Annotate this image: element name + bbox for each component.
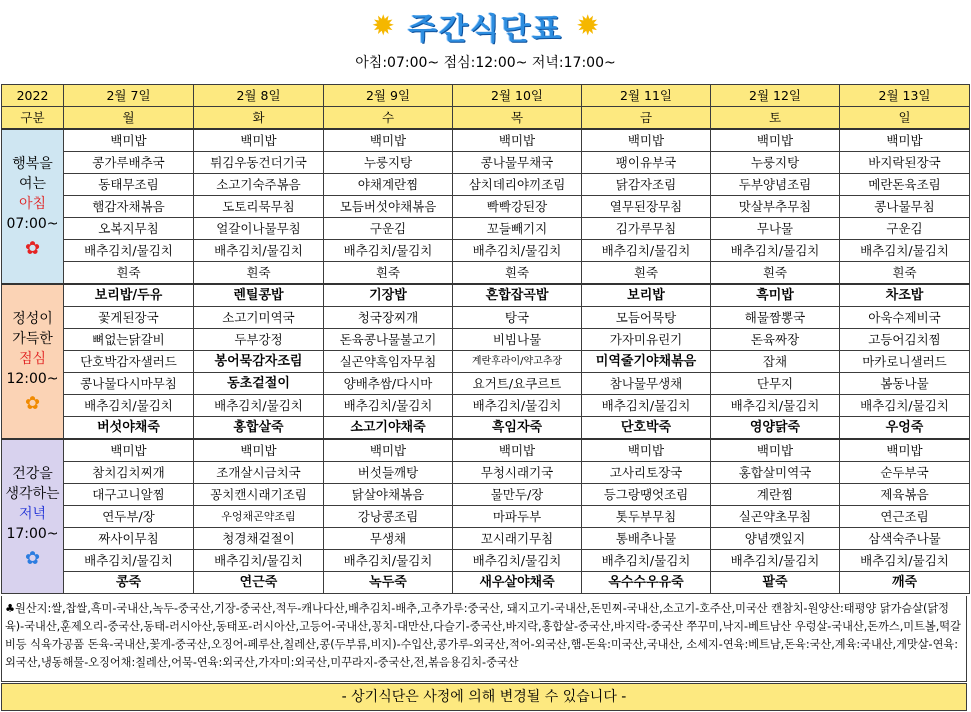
menu-item-cell: 청경채겉절이	[194, 528, 324, 550]
menu-item-cell: 배추김치/물김치	[324, 240, 453, 262]
menu-row	[2, 196, 970, 218]
sun-icon: ✹	[371, 9, 395, 42]
menu-item-cell: 잡채	[711, 351, 840, 373]
meal-name: 점심	[18, 350, 47, 367]
date-row	[2, 85, 970, 107]
menu-item-cell: 물만두/장	[453, 484, 582, 506]
menu-item-cell: 배추김치/물김치	[840, 240, 970, 262]
menu-row	[2, 218, 970, 240]
date-cell: 2월 9일	[324, 85, 453, 107]
date-cell: 2월 10일	[453, 85, 582, 107]
menu-item-cell: 오복지무침	[64, 218, 194, 240]
weekday-cell: 수	[324, 107, 453, 130]
section-label-line: 정성이	[12, 310, 53, 327]
menu-item-cell: 옥수수우유죽	[582, 572, 711, 594]
menu-item-cell: 단호박감자샐러드	[64, 351, 194, 373]
menu-item-cell: 요거트/요쿠르트	[453, 373, 582, 395]
menu-item-cell: 백미밥	[194, 439, 324, 462]
menu-item-cell: 흑미밥	[711, 284, 840, 307]
menu-item-cell: 닭감자조림	[582, 174, 711, 196]
menu-item-cell: 꽃게된장국	[64, 307, 194, 329]
menu-item-cell: 고사리토장국	[582, 462, 711, 484]
menu-row	[2, 351, 970, 373]
menu-item-cell: 삼색숙주나물	[840, 528, 970, 550]
menu-item-cell: 누룽지탕	[324, 152, 453, 174]
menu-item-cell: 맛살부추무침	[711, 196, 840, 218]
menu-row	[2, 395, 970, 417]
menu-item-cell: 양념깻잎지	[711, 528, 840, 550]
menu-item-cell: 마파두부	[453, 506, 582, 528]
menu-item-cell: 홍합살미역국	[711, 462, 840, 484]
menu-item-cell: 실곤약초무침	[711, 506, 840, 528]
menu-item-cell: 녹두죽	[324, 572, 453, 594]
menu-item-cell: 소고기숙주볶음	[194, 174, 324, 196]
menu-item-cell: 열무된장무침	[582, 196, 711, 218]
year-cell: 2022	[2, 85, 64, 107]
menu-item-cell: 꼬들빼기지	[453, 218, 582, 240]
meal-section-label	[2, 284, 64, 439]
menu-item-cell: 동태무조림	[64, 174, 194, 196]
date-cell: 2월 13일	[840, 85, 970, 107]
flower-icon: ✿	[24, 547, 41, 569]
title-bar	[0, 4, 971, 48]
menu-item-cell: 영양닭죽	[711, 417, 840, 440]
menu-item-cell: 배추김치/물김치	[324, 550, 453, 572]
meal-section-label	[2, 129, 64, 284]
menu-item-cell: 백미밥	[453, 129, 582, 152]
menu-item-cell: 차조밥	[840, 284, 970, 307]
menu-item-cell: 꼬시래기무침	[453, 528, 582, 550]
menu-item-cell: 비빔나물	[453, 329, 582, 351]
menu-item-cell: 백미밥	[582, 129, 711, 152]
menu-row	[2, 174, 970, 196]
section-label-line: 가득한	[12, 330, 53, 347]
menu-item-cell: 가자미유린기	[582, 329, 711, 351]
page-header	[0, 0, 971, 84]
menu-item-cell: 배추김치/물김치	[582, 395, 711, 417]
menu-item-cell: 버섯야채죽	[64, 417, 194, 440]
date-cell: 2월 12일	[711, 85, 840, 107]
menu-item-cell: 기장밥	[324, 284, 453, 307]
menu-item-cell: 콩나물무채국	[453, 152, 582, 174]
menu-item-cell: 김가루무침	[582, 218, 711, 240]
menu-item-cell: 배추김치/물김치	[64, 395, 194, 417]
menu-item-cell: 팥죽	[711, 572, 840, 594]
menu-item-cell: 돈육짜장	[711, 329, 840, 351]
menu-row	[2, 484, 970, 506]
menu-item-cell: 배추김치/물김치	[64, 550, 194, 572]
weekday-cell: 목	[453, 107, 582, 130]
menu-row	[2, 417, 970, 440]
menu-item-cell: 아욱수제비국	[840, 307, 970, 329]
menu-item-cell: 홍합살죽	[194, 417, 324, 440]
menu-item-cell: 백미밥	[711, 129, 840, 152]
menu-item-cell: 실곤약흑임자무침	[324, 351, 453, 373]
menu-item-cell: 구운김	[324, 218, 453, 240]
menu-item-cell: 백미밥	[64, 129, 194, 152]
meal-times: 아침:07:00~ 점심:12:00~ 저녁:17:00~	[355, 55, 616, 71]
menu-item-cell: 새우살야채죽	[453, 572, 582, 594]
menu-row	[2, 329, 970, 351]
menu-item-cell: 고등어김치찜	[840, 329, 970, 351]
menu-row	[2, 129, 970, 152]
menu-item-cell: 통배추나물	[582, 528, 711, 550]
meal-time: 12:00~	[6, 370, 59, 387]
menu-item-cell: 튀김우동건더기국	[194, 152, 324, 174]
menu-item-cell: 강낭콩조림	[324, 506, 453, 528]
menu-item-cell: 백미밥	[64, 439, 194, 462]
menu-item-cell: 무생채	[324, 528, 453, 550]
menu-row	[2, 506, 970, 528]
menu-item-cell: 뼈없는닭갈비	[64, 329, 194, 351]
menu-item-cell: 배추김치/물김치	[64, 240, 194, 262]
menu-item-cell: 우엉채곤약조림	[194, 506, 324, 528]
menu-item-cell: 바지락된장국	[840, 152, 970, 174]
menu-item-cell: 봉어묵감자조림	[194, 351, 324, 373]
menu-item-cell: 도토리묵무침	[194, 196, 324, 218]
origin-notes: ♣원산지:쌀,찹쌀,흑미-국내산,녹두-중국산,기장-중국산,적두-캐나다산,배추김치-배추,고추가루:중국산, 돼지고기-국내산,돈민찌-국내산,소고기-호주산,미국산 캔참치-원양산:태평양 닭가슴살(닭정육)-국내산,훈제오리-중국산,동태-러시아산,동태포-러시아산,고등어-국내산,꽁치-대만산,다슬기-중국산,바지락,홍합살-중국산,바지락-중국산 쭈꾸미,낙지-베트남산 우렁살-국내산,돈까스,미트볼,떡갈비등 식육가공품 돈육-국내산,꽃게-중국산,오징어-페루산,칠레산,콩(두부류,비지)-수입산,콩가루-외국산,적어-외국산,햄-돈육:미국산,국내산, 소세지-연육:베트남,돈육:국산,계육:국내산,게맛살-연육:외국산,냉동해물-오징어채:칠레산,어묵-연육:외국산,가자미:외국산,미꾸라지-중국산,전,볶음용김치-중국산	[1, 596, 967, 682]
menu-item-cell: 배추김치/물김치	[840, 395, 970, 417]
menu-item-cell: 흑임자죽	[453, 417, 582, 440]
menu-item-cell: 삼치데리야끼조림	[453, 174, 582, 196]
weekday-cell: 월	[64, 107, 194, 130]
menu-item-cell: 보리밥	[582, 284, 711, 307]
menu-item-cell: 백미밥	[324, 129, 453, 152]
menu-item-cell: 흰죽	[711, 262, 840, 285]
menu-item-cell: 야채계란찜	[324, 174, 453, 196]
sun-icon: ✹	[576, 9, 600, 42]
menu-item-cell: 연두부/장	[64, 506, 194, 528]
menu-item-cell: 배추김치/물김치	[582, 240, 711, 262]
menu-item-cell: 혼합잡곡밥	[453, 284, 582, 307]
menu-item-cell: 조개살시금치국	[194, 462, 324, 484]
menu-item-cell: 흰죽	[64, 262, 194, 285]
menu-item-cell: 배추김치/물김치	[194, 550, 324, 572]
section-label-line: 생각하는	[5, 485, 60, 502]
menu-item-cell: 닭살야채볶음	[324, 484, 453, 506]
menu-item-cell: 백미밥	[711, 439, 840, 462]
footer-notice: - 상기식단은 사정에 의해 변경될 수 있습니다 -	[1, 683, 967, 711]
menu-item-cell: 배추김치/물김치	[194, 240, 324, 262]
menu-item-cell: 계란찜	[711, 484, 840, 506]
menu-item-cell: 배추김치/물김치	[582, 550, 711, 572]
division-cell: 구분	[2, 107, 64, 130]
menu-item-cell: 소고기미역국	[194, 307, 324, 329]
meal-name: 아침	[18, 195, 47, 212]
menu-item-cell: 백미밥	[324, 439, 453, 462]
menu-item-cell: 배추김치/물김치	[711, 395, 840, 417]
menu-row	[2, 572, 970, 594]
menu-item-cell: 배추김치/물김치	[840, 550, 970, 572]
date-cell: 2월 7일	[64, 85, 194, 107]
section-label-line: 행복을	[12, 155, 53, 172]
date-cell: 2월 11일	[582, 85, 711, 107]
menu-item-cell: 해물짬뽕국	[711, 307, 840, 329]
menu-item-cell: 꽁치캔시래기조림	[194, 484, 324, 506]
weekday-cell: 금	[582, 107, 711, 130]
menu-item-cell: 흰죽	[582, 262, 711, 285]
menu-row	[2, 240, 970, 262]
menu-item-cell: 단호박죽	[582, 417, 711, 440]
menu-item-cell: 제육볶음	[840, 484, 970, 506]
menu-item-cell: 팽이유부국	[582, 152, 711, 174]
menu-item-cell: 단무지	[711, 373, 840, 395]
menu-item-cell: 배추김치/물김치	[453, 395, 582, 417]
menu-item-cell: 무나물	[711, 218, 840, 240]
page-title: 주간식단표	[408, 12, 563, 47]
menu-item-cell: 메란돈육조림	[840, 174, 970, 196]
meal-time: 07:00~	[6, 215, 59, 232]
menu-item-cell: 구운김	[840, 218, 970, 240]
menu-row	[2, 262, 970, 285]
meal-section-label	[2, 439, 64, 594]
menu-item-cell: 참나물무생채	[582, 373, 711, 395]
menu-item-cell: 두부양념조림	[711, 174, 840, 196]
menu-item-cell: 콩죽	[64, 572, 194, 594]
weekday-cell: 토	[711, 107, 840, 130]
menu-item-cell: 얼갈이나물무침	[194, 218, 324, 240]
menu-item-cell: 백미밥	[453, 439, 582, 462]
menu-item-cell: 배추김치/물김치	[453, 240, 582, 262]
menu-item-cell: 등그랑땡엇조림	[582, 484, 711, 506]
menu-item-cell: 톳두부무침	[582, 506, 711, 528]
menu-item-cell: 배추김치/물김치	[711, 550, 840, 572]
weekly-menu-table	[1, 84, 970, 594]
menu-item-cell: 햄감자채볶음	[64, 196, 194, 218]
menu-item-cell: 빡빡강된장	[453, 196, 582, 218]
menu-item-cell: 깨죽	[840, 572, 970, 594]
menu-item-cell: 렌틸콩밥	[194, 284, 324, 307]
menu-item-cell: 흰죽	[453, 262, 582, 285]
menu-item-cell: 참치김치찌개	[64, 462, 194, 484]
menu-item-cell: 봄동나물	[840, 373, 970, 395]
menu-item-cell: 우엉죽	[840, 417, 970, 440]
menu-item-cell: 백미밥	[840, 439, 970, 462]
menu-item-cell: 백미밥	[840, 129, 970, 152]
menu-item-cell: 백미밥	[194, 129, 324, 152]
menu-item-cell: 버섯들깨탕	[324, 462, 453, 484]
menu-row	[2, 439, 970, 462]
menu-row	[2, 373, 970, 395]
menu-item-cell: 보리밥/두유	[64, 284, 194, 307]
menu-item-cell: 청국장찌개	[324, 307, 453, 329]
menu-item-cell: 미역줄기야채볶음	[582, 351, 711, 373]
menu-item-cell: 흰죽	[840, 262, 970, 285]
menu-item-cell: 동초겉절이	[194, 373, 324, 395]
menu-item-cell: 배추김치/물김치	[711, 240, 840, 262]
menu-item-cell: 배추김치/물김치	[324, 395, 453, 417]
menu-item-cell: 콩가루배추국	[64, 152, 194, 174]
menu-item-cell: 콩나물다시마무침	[64, 373, 194, 395]
section-label-line: 여는	[18, 175, 47, 192]
menu-item-cell: 두부강정	[194, 329, 324, 351]
menu-item-cell: 흰죽	[324, 262, 453, 285]
weekday-cell: 화	[194, 107, 324, 130]
menu-item-cell: 흰죽	[194, 262, 324, 285]
menu-item-cell: 무청시래기국	[453, 462, 582, 484]
menu-item-cell: 계란후라이/약고추장	[453, 351, 582, 373]
date-cell: 2월 8일	[194, 85, 324, 107]
menu-item-cell: 순두부국	[840, 462, 970, 484]
menu-item-cell: 연근조림	[840, 506, 970, 528]
menu-item-cell: 콩나물무침	[840, 196, 970, 218]
menu-row	[2, 550, 970, 572]
menu-row	[2, 462, 970, 484]
menu-item-cell: 짜사이무침	[64, 528, 194, 550]
menu-row	[2, 307, 970, 329]
menu-item-cell: 돈육콩나물불고기	[324, 329, 453, 351]
menu-item-cell: 모듬버섯야채볶음	[324, 196, 453, 218]
flower-icon: ✿	[24, 392, 41, 414]
menu-item-cell: 배추김치/물김치	[453, 550, 582, 572]
menu-item-cell: 마카로니샐러드	[840, 351, 970, 373]
menu-item-cell: 배추김치/물김치	[194, 395, 324, 417]
flower-icon: ✿	[24, 237, 41, 259]
menu-item-cell: 탕국	[453, 307, 582, 329]
menu-item-cell: 누룽지탕	[711, 152, 840, 174]
meal-name: 저녁	[18, 505, 47, 522]
menu-item-cell: 연근죽	[194, 572, 324, 594]
menu-row	[2, 152, 970, 174]
menu-item-cell: 백미밥	[582, 439, 711, 462]
menu-item-cell: 대구고니알찜	[64, 484, 194, 506]
section-label-line: 건강을	[12, 465, 53, 482]
menu-item-cell: 소고기야채죽	[324, 417, 453, 440]
meal-time: 17:00~	[6, 525, 59, 542]
menu-row	[2, 284, 970, 307]
menu-item-cell: 양배추쌈/다시마	[324, 373, 453, 395]
weekday-cell: 일	[840, 107, 970, 130]
menu-row	[2, 528, 970, 550]
menu-item-cell: 모듬어묵탕	[582, 307, 711, 329]
weekday-row	[2, 107, 970, 130]
